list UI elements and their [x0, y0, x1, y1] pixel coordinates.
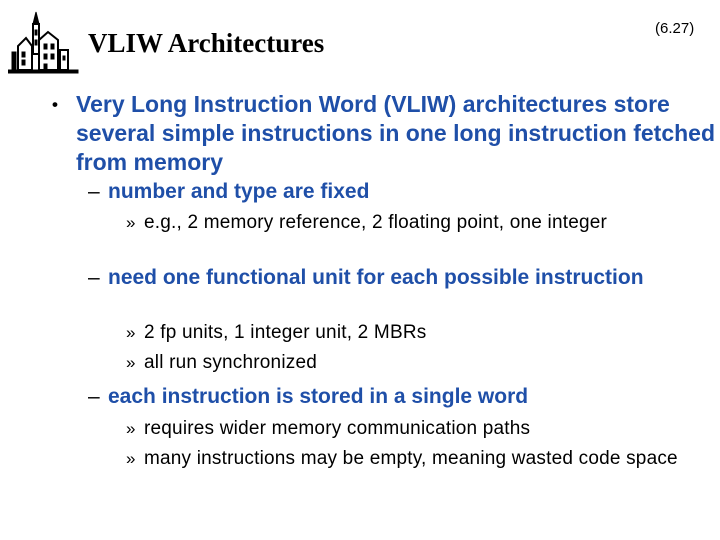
sub-sub-bullet-3-2-text: many instructions may be empty, meaning wasted code space [144, 448, 678, 469]
chevron-marker: » [126, 353, 136, 372]
slide-title: VLIW Architectures [88, 28, 325, 58]
dash-marker: – [88, 385, 100, 408]
chevron-marker: » [126, 449, 136, 468]
bullet-main-text: Very Long Instruction Word (VLIW) architectures store several simple instructions in one long instruction fetched from memory [76, 91, 716, 175]
dash-marker: – [88, 266, 100, 289]
chevron-marker: » [126, 323, 136, 342]
dash-marker: – [88, 180, 100, 203]
sub-bullet-1-text: number and type are fixed [108, 180, 370, 203]
sub-bullet-2-text: need one functional unit for each possible instruction [108, 266, 644, 289]
sub-sub-bullet-2-2-text: all run synchronized [144, 352, 317, 373]
university-tower-logo-icon [8, 10, 80, 76]
bullet-marker: • [52, 95, 58, 114]
slide-number: (6.27) [655, 20, 695, 37]
chevron-marker: » [126, 213, 136, 232]
sub-sub-bullet-1-1-text: e.g., 2 memory reference, 2 floating point, one integer [144, 212, 608, 233]
sub-sub-bullet-3-1-text: requires wider memory communication paths [144, 418, 531, 439]
sub-bullet-3-text: each instruction is stored in a single word [108, 385, 529, 408]
sub-sub-bullet-2-1-text: 2 fp units, 1 integer unit, 2 MBRs [144, 322, 427, 343]
chevron-marker: » [126, 419, 136, 438]
